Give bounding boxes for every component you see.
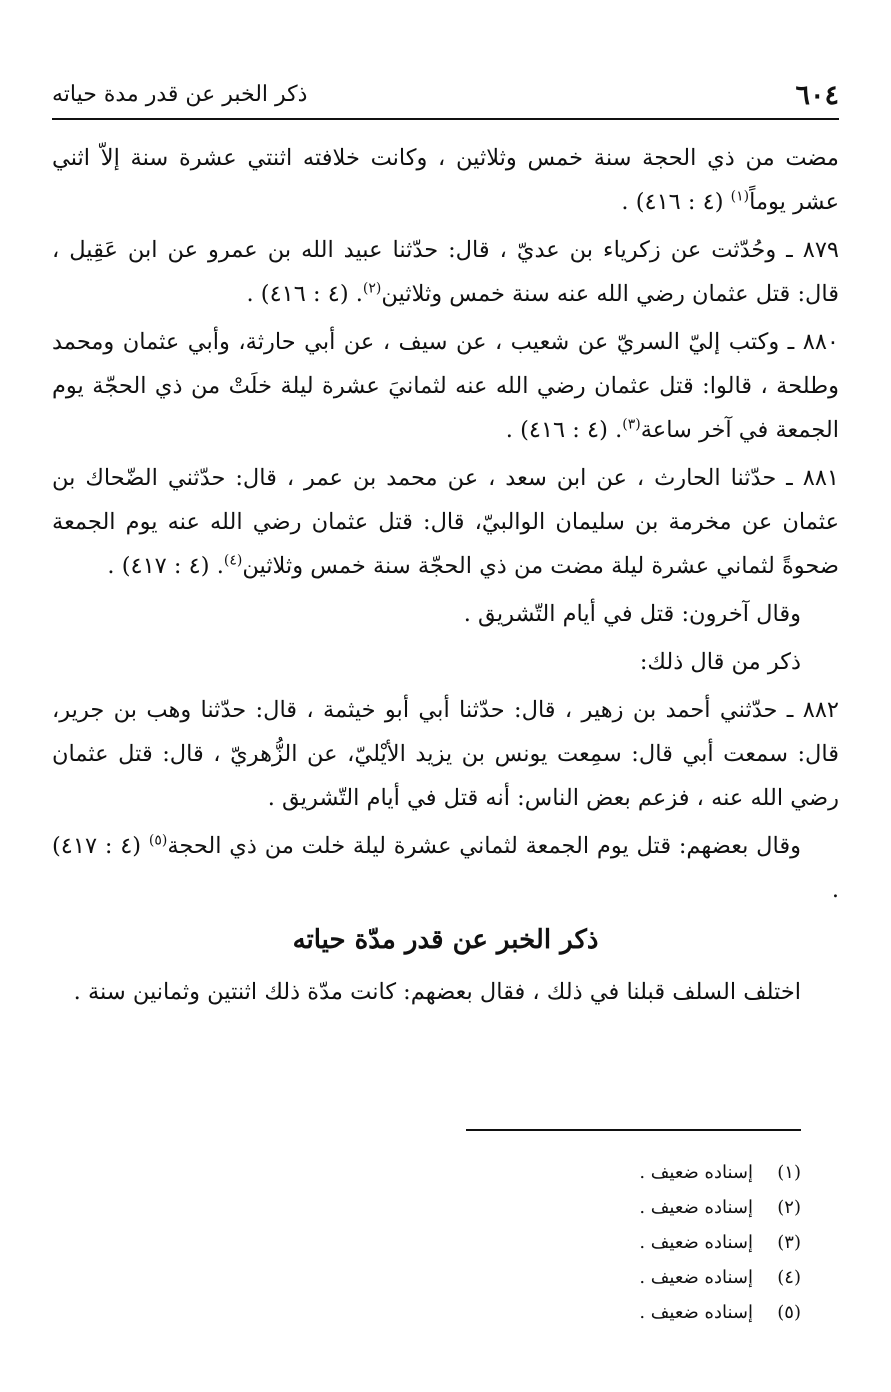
paragraph-some-said: وقال بعضهم: قتل يوم الجمعة لثماني عشرة ليلة خلت من ذي الحجة$^{(٥)}$ (٤ : ٤١٧) . [52, 832, 839, 903]
footnote-ref: (٢) [362, 280, 382, 297]
footnote-number: (٢) [777, 1197, 801, 1218]
paragraph-others-said: وقال آخرون: قتل في أيام التّشريق . [463, 601, 801, 627]
paragraph-879: ٨٧٩ ـ وحُدّثت عن زكرياء بن عديّ ، قال: حدّثنا عبيد الله بن عمرو عن ابن عَقِيل ، قال: قتل عثمان رضي الله عنه سنة خمس وثلاثين$^{(٢)}$. (٤ : ٤١٦) . [52, 237, 839, 307]
page-number: ٦٠٤ [795, 80, 839, 111]
footnote-ref: (١) [730, 188, 750, 205]
footnote-divider [466, 1129, 801, 1131]
footnote-item [466, 1190, 801, 1225]
footnote-number: (١) [777, 1162, 801, 1183]
paragraph-mention: ذكر من قال ذلك: [639, 649, 801, 675]
paragraph-closing: اختلف السلف قبلنا في ذلك ، فقال بعضهم: كانت مدّة ذلك اثنتين وثمانين سنة . [73, 979, 801, 1005]
footnote-item [466, 1225, 801, 1260]
footnotes [466, 1155, 801, 1330]
paragraph-882: ٨٨٢ ـ حدّثني أحمد بن زهير ، قال: حدّثنا أبي أبو خيثمة ، قال: حدّثنا وهب بن جرير، قال: سمعت أبي قال: سمِعت يونس بن يزيد الأيْليّ، عن الزُّهريّ ، قال: قتل عثمان رضي الله عنه ، فزعم بعض الناس: أنه قتل في أيام التّشريق . [52, 697, 839, 811]
footnote-ref: (٤) [223, 552, 243, 569]
footnote-text: إسناده ضعيف . [639, 1197, 753, 1218]
footnote-number: (٣) [777, 1232, 801, 1253]
section-heading: ذكر الخبر عن قدر مدّة حياته [292, 925, 599, 955]
footnote-text: إسناده ضعيف . [639, 1232, 753, 1253]
main-text [52, 136, 839, 1018]
footnote-number: (٥) [777, 1302, 801, 1323]
paragraph: مضت من ذي الحجة سنة خمس وثلاثين ، وكانت خلافته اثنتي عشرة سنة إلاّ اثني عشر يوماً$^{(١)}$ (٤ : ٤١٦) . [52, 145, 839, 215]
footnote-text: إسناده ضعيف . [639, 1302, 753, 1323]
paragraph-881: ٨٨١ ـ حدّثنا الحارث ، عن ابن سعد ، عن محمد بن عمر ، قال: حدّثني الضّحاك بن عثمان عن مخرمة بن سليمان الوالبيّ، قال: قتل عثمان رضي الله عنه يوم الجمعة ضحوةً لثماني عشرة ليلة مضت من ذي الحجّة سنة خمس وثلاثين$^{(٤)}$. (٤ : ٤١٧) . [52, 465, 839, 579]
page-header [52, 78, 839, 120]
footnote-item [466, 1295, 801, 1330]
paragraph-880: ٨٨٠ ـ وكتب إليّ السريّ عن شعيب ، عن سيف ، عن أبي حارثة، وأبي عثمان ومحمد وطلحة ، قالوا: قتل عثمان رضي الله عنه لثمانيَ عشرة ليلة خلَتْ من ذي الحجّة يوم الجمعة في آخر ساعة$^{(٣)}$. (٤ : ٤١٦) . [52, 329, 839, 443]
footnote-text: إسناده ضعيف . [639, 1162, 753, 1183]
running-title: ذكر الخبر عن قدر مدة حياته [52, 82, 308, 107]
footnote-number: (٤) [777, 1267, 801, 1288]
footnote-ref: (٣) [622, 416, 641, 433]
footnote-item [466, 1155, 801, 1190]
footnote-ref: (٥) [148, 832, 168, 849]
footnote-text: إسناده ضعيف . [639, 1267, 753, 1288]
footnote-item [466, 1260, 801, 1295]
